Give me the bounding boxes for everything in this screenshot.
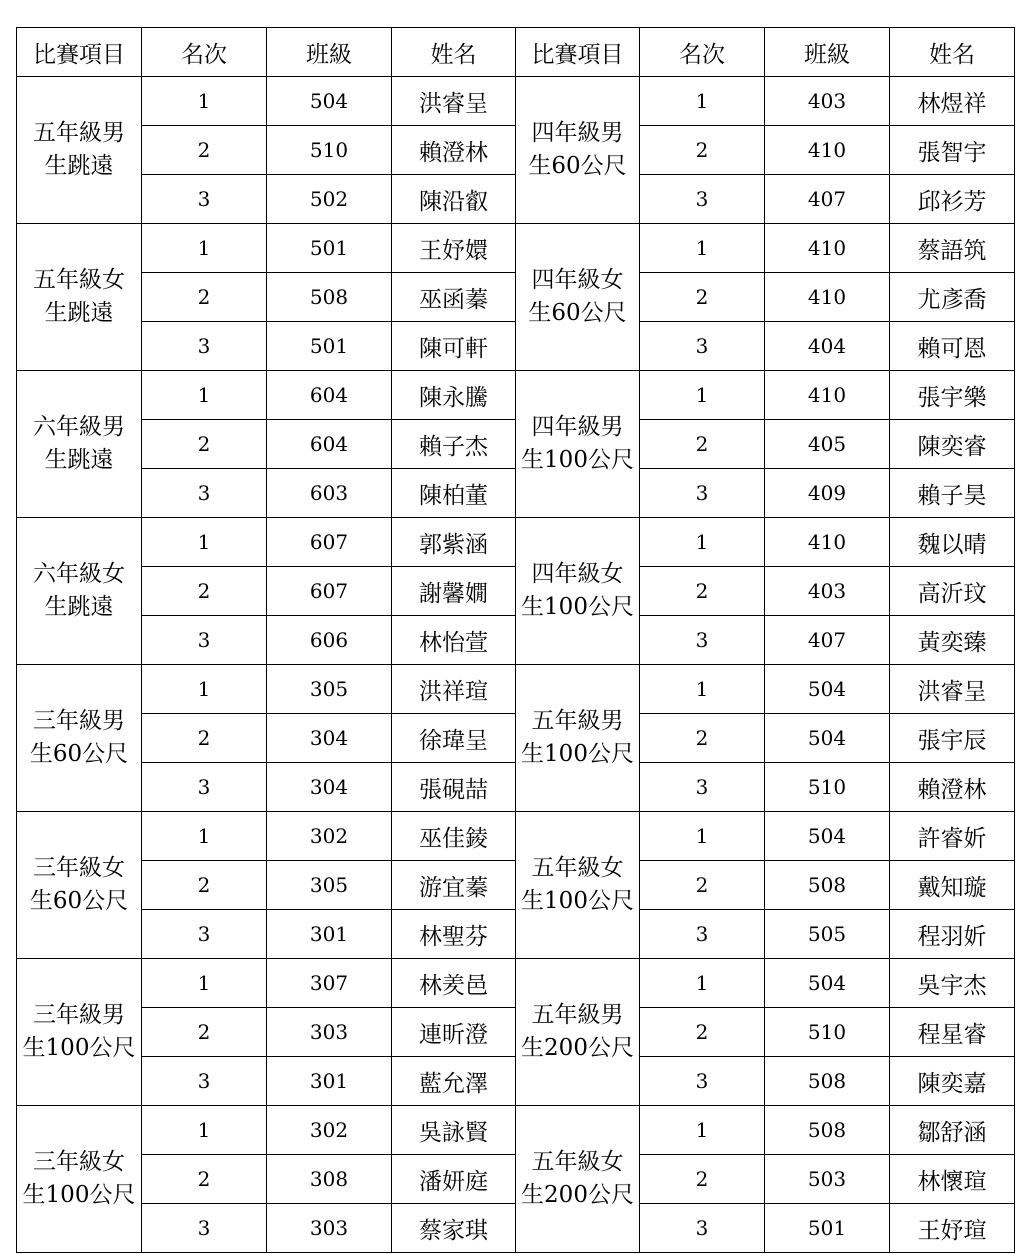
- student-name-cell: 林怡萱: [392, 616, 516, 665]
- results-body: [17, 77, 1015, 1253]
- rank-cell: 1: [640, 812, 765, 861]
- student-name-cell: 邱衫芳: [890, 175, 1015, 224]
- rank-cell: 1: [640, 224, 765, 273]
- student-name-cell: 黃奕臻: [890, 616, 1015, 665]
- event-name-line: 生60公尺: [29, 888, 129, 914]
- table-row: [17, 959, 1015, 1008]
- class-cell: 410: [765, 371, 890, 420]
- event-cell: [17, 812, 142, 959]
- header-rank: 名次: [142, 28, 267, 77]
- header-name: 姓名: [392, 28, 516, 77]
- class-cell: 508: [267, 273, 392, 322]
- rank-cell: 1: [640, 371, 765, 420]
- class-cell: 510: [267, 126, 392, 175]
- class-cell: 604: [267, 371, 392, 420]
- event-cell: [17, 224, 142, 371]
- student-name-cell: 尤彥喬: [890, 273, 1015, 322]
- header-class: 班級: [765, 28, 890, 77]
- table-row: [17, 665, 1015, 714]
- rank-cell: 3: [142, 322, 267, 371]
- event-name-line: 六年級男: [33, 414, 125, 440]
- class-cell: 304: [267, 763, 392, 812]
- student-name-cell: 藍允澤: [392, 1057, 516, 1106]
- student-name-cell: 林懷瑄: [890, 1155, 1015, 1204]
- class-cell: 305: [267, 861, 392, 910]
- class-cell: 410: [765, 273, 890, 322]
- event-cell: [516, 665, 640, 812]
- class-cell: 303: [267, 1204, 392, 1253]
- event-cell: [17, 665, 142, 812]
- class-cell: 502: [267, 175, 392, 224]
- rank-cell: 2: [640, 567, 765, 616]
- class-cell: 403: [765, 567, 890, 616]
- event-name-line: 生100公尺: [22, 1182, 136, 1208]
- class-cell: 508: [765, 861, 890, 910]
- class-cell: 407: [765, 616, 890, 665]
- student-name-cell: 謝馨嫺: [392, 567, 516, 616]
- rank-cell: 3: [142, 1204, 267, 1253]
- rank-cell: 2: [142, 1008, 267, 1057]
- rank-cell: 1: [142, 77, 267, 126]
- event-name-line: 生100公尺: [521, 741, 634, 767]
- student-name-cell: 洪祥瑄: [392, 665, 516, 714]
- student-name-cell: 游宜蓁: [392, 861, 516, 910]
- rank-cell: 1: [142, 224, 267, 273]
- student-name-cell: 許睿妡: [890, 812, 1015, 861]
- rank-cell: 1: [640, 1106, 765, 1155]
- event-cell: [17, 518, 142, 665]
- student-name-cell: 林羑邑: [392, 959, 516, 1008]
- student-name-cell: 賴子杰: [392, 420, 516, 469]
- class-cell: 307: [267, 959, 392, 1008]
- student-name-cell: 王妤瑄: [890, 1204, 1015, 1253]
- student-name-cell: 陳柏董: [392, 469, 516, 518]
- student-name-cell: 陳奕嘉: [890, 1057, 1015, 1106]
- student-name-cell: 鄒舒涵: [890, 1106, 1015, 1155]
- header-rank: 名次: [640, 28, 765, 77]
- rank-cell: 3: [142, 910, 267, 959]
- table-row: [17, 812, 1015, 861]
- student-name-cell: 高沂玟: [890, 567, 1015, 616]
- event-cell: [17, 371, 142, 518]
- class-cell: 510: [765, 763, 890, 812]
- event-name-line: 生跳遠: [44, 594, 114, 620]
- student-name-cell: 張智宇: [890, 126, 1015, 175]
- rank-cell: 3: [640, 469, 765, 518]
- class-cell: 501: [765, 1204, 890, 1253]
- event-name-line: 生100公尺: [22, 1035, 136, 1061]
- rank-cell: 2: [142, 567, 267, 616]
- rank-cell: 3: [142, 1057, 267, 1106]
- rank-cell: 3: [640, 616, 765, 665]
- student-name-cell: 陳可軒: [392, 322, 516, 371]
- student-name-cell: 魏以晴: [890, 518, 1015, 567]
- student-name-cell: 張硯喆: [392, 763, 516, 812]
- rank-cell: 3: [142, 763, 267, 812]
- event-name-line: 五年級女: [531, 855, 624, 881]
- rank-cell: 3: [142, 469, 267, 518]
- student-name-cell: 蔡家琪: [392, 1204, 516, 1253]
- event-name-line: 三年級男: [33, 1002, 125, 1028]
- rank-cell: 1: [640, 665, 765, 714]
- event-name-line: 五年級男: [531, 1002, 624, 1028]
- student-name-cell: 吳宇杰: [890, 959, 1015, 1008]
- student-name-cell: 王妤嬛: [392, 224, 516, 273]
- class-cell: 301: [267, 1057, 392, 1106]
- header-row: [17, 28, 1015, 77]
- rank-cell: 2: [640, 273, 765, 322]
- event-name-line: 三年級女: [33, 855, 125, 881]
- rank-cell: 3: [640, 1057, 765, 1106]
- table-row: [17, 371, 1015, 420]
- rank-cell: 1: [640, 77, 765, 126]
- class-cell: 508: [765, 1106, 890, 1155]
- student-name-cell: 賴可恩: [890, 322, 1015, 371]
- class-cell: 606: [267, 616, 392, 665]
- event-name-line: 生200公尺: [521, 1035, 634, 1061]
- event-cell: [17, 77, 142, 224]
- table-row: [17, 224, 1015, 273]
- event-name-line: 生200公尺: [521, 1182, 634, 1208]
- class-cell: 303: [267, 1008, 392, 1057]
- rank-cell: 3: [142, 616, 267, 665]
- event-name-line: 五年級女: [531, 1149, 624, 1175]
- student-name-cell: 程星睿: [890, 1008, 1015, 1057]
- event-name-line: 生60公尺: [528, 300, 627, 326]
- table-row: [17, 77, 1015, 126]
- table-row: [17, 518, 1015, 567]
- class-cell: 503: [765, 1155, 890, 1204]
- student-name-cell: 賴澄林: [890, 763, 1015, 812]
- header-event: 比賽項目: [17, 28, 142, 77]
- rank-cell: 3: [640, 763, 765, 812]
- student-name-cell: 陳永騰: [392, 371, 516, 420]
- rank-cell: 1: [142, 812, 267, 861]
- event-name-line: 四年級男: [531, 120, 624, 146]
- student-name-cell: 連昕澄: [392, 1008, 516, 1057]
- class-cell: 603: [267, 469, 392, 518]
- student-name-cell: 洪睿呈: [890, 665, 1015, 714]
- student-name-cell: 張宇辰: [890, 714, 1015, 763]
- student-name-cell: 吳詠賢: [392, 1106, 516, 1155]
- results-table: [16, 27, 1015, 1253]
- event-name-line: 四年級男: [531, 414, 624, 440]
- student-name-cell: 潘妍庭: [392, 1155, 516, 1204]
- class-cell: 604: [267, 420, 392, 469]
- event-name-line: 生跳遠: [44, 447, 114, 473]
- header-name: 姓名: [890, 28, 1015, 77]
- student-name-cell: 蔡語筑: [890, 224, 1015, 273]
- class-cell: 504: [267, 77, 392, 126]
- rank-cell: 2: [142, 861, 267, 910]
- event-name-line: 六年級女: [33, 561, 125, 587]
- rank-cell: 3: [640, 175, 765, 224]
- rank-cell: 1: [142, 665, 267, 714]
- class-cell: 308: [267, 1155, 392, 1204]
- rank-cell: 1: [142, 1106, 267, 1155]
- event-name-line: 五年級女: [33, 267, 125, 293]
- event-name-line: 四年級女: [531, 267, 624, 293]
- class-cell: 501: [267, 322, 392, 371]
- rank-cell: 2: [640, 861, 765, 910]
- class-cell: 302: [267, 1106, 392, 1155]
- student-name-cell: 賴澄林: [392, 126, 516, 175]
- event-cell: [17, 1106, 142, 1253]
- class-cell: 504: [765, 812, 890, 861]
- class-cell: 304: [267, 714, 392, 763]
- class-cell: 607: [267, 567, 392, 616]
- event-name-line: 三年級男: [33, 708, 125, 734]
- rank-cell: 3: [640, 910, 765, 959]
- event-name-line: 生跳遠: [44, 300, 114, 326]
- event-name-line: 生100公尺: [521, 447, 634, 473]
- class-cell: 504: [765, 714, 890, 763]
- event-cell: [17, 959, 142, 1106]
- class-cell: 510: [765, 1008, 890, 1057]
- student-name-cell: 郭紫涵: [392, 518, 516, 567]
- event-name-line: 生60公尺: [528, 153, 627, 179]
- student-name-cell: 陳奕睿: [890, 420, 1015, 469]
- event-cell: [516, 518, 640, 665]
- class-cell: 501: [267, 224, 392, 273]
- class-cell: 410: [765, 224, 890, 273]
- rank-cell: 2: [142, 420, 267, 469]
- class-cell: 504: [765, 959, 890, 1008]
- rank-cell: 1: [640, 518, 765, 567]
- student-name-cell: 陳沿叡: [392, 175, 516, 224]
- class-cell: 508: [765, 1057, 890, 1106]
- event-cell: [516, 959, 640, 1106]
- event-name-line: 生100公尺: [521, 888, 634, 914]
- header-event: 比賽項目: [516, 28, 640, 77]
- rank-cell: 2: [640, 126, 765, 175]
- student-name-cell: 張宇樂: [890, 371, 1015, 420]
- header-class: 班級: [267, 28, 392, 77]
- student-name-cell: 程羽妡: [890, 910, 1015, 959]
- rank-cell: 2: [640, 1155, 765, 1204]
- event-cell: [516, 77, 640, 224]
- rank-cell: 2: [142, 126, 267, 175]
- rank-cell: 2: [640, 420, 765, 469]
- class-cell: 407: [765, 175, 890, 224]
- class-cell: 403: [765, 77, 890, 126]
- rank-cell: 2: [142, 714, 267, 763]
- rank-cell: 1: [142, 518, 267, 567]
- rank-cell: 1: [640, 959, 765, 1008]
- event-name-line: 生跳遠: [44, 153, 114, 179]
- event-cell: [516, 224, 640, 371]
- class-cell: 405: [765, 420, 890, 469]
- event-cell: [516, 812, 640, 959]
- event-name-line: 生100公尺: [521, 594, 634, 620]
- class-cell: 404: [765, 322, 890, 371]
- class-cell: 505: [765, 910, 890, 959]
- student-name-cell: 林煜祥: [890, 77, 1015, 126]
- rank-cell: 2: [640, 1008, 765, 1057]
- event-cell: [516, 1106, 640, 1253]
- class-cell: 504: [765, 665, 890, 714]
- student-name-cell: 戴知璇: [890, 861, 1015, 910]
- class-cell: 410: [765, 518, 890, 567]
- event-name-line: 生60公尺: [29, 741, 129, 767]
- student-name-cell: 徐瑋呈: [392, 714, 516, 763]
- event-cell: [516, 371, 640, 518]
- rank-cell: 3: [640, 322, 765, 371]
- class-cell: 305: [267, 665, 392, 714]
- rank-cell: 2: [640, 714, 765, 763]
- student-name-cell: 林聖芬: [392, 910, 516, 959]
- student-name-cell: 賴子昊: [890, 469, 1015, 518]
- rank-cell: 2: [142, 273, 267, 322]
- class-cell: 409: [765, 469, 890, 518]
- rank-cell: 2: [142, 1155, 267, 1204]
- student-name-cell: 巫佳錂: [392, 812, 516, 861]
- class-cell: 301: [267, 910, 392, 959]
- rank-cell: 3: [142, 175, 267, 224]
- class-cell: 302: [267, 812, 392, 861]
- class-cell: 607: [267, 518, 392, 567]
- class-cell: 410: [765, 126, 890, 175]
- event-name-line: 三年級女: [33, 1149, 125, 1175]
- table-row: [17, 1106, 1015, 1155]
- rank-cell: 3: [640, 1204, 765, 1253]
- event-name-line: 五年級男: [531, 708, 624, 734]
- student-name-cell: 巫函蓁: [392, 273, 516, 322]
- rank-cell: 1: [142, 371, 267, 420]
- student-name-cell: 洪睿呈: [392, 77, 516, 126]
- event-name-line: 五年級男: [33, 120, 125, 146]
- rank-cell: 1: [142, 959, 267, 1008]
- event-name-line: 四年級女: [531, 561, 624, 587]
